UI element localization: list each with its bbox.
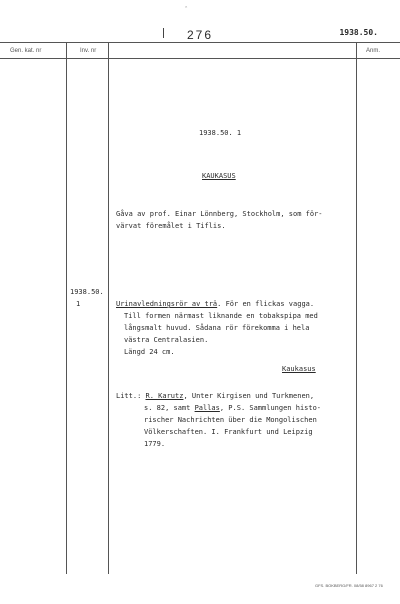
column-divider-2 xyxy=(108,42,109,574)
page-number: 276 xyxy=(186,28,214,42)
literature-author-2: Pallas xyxy=(194,404,220,412)
entry-number: 1938.50. 1 xyxy=(199,129,242,137)
column-header-inv-nr: Inv. nr xyxy=(80,48,97,54)
inv-nr-value: 1938.50. xyxy=(70,288,104,296)
gift-line-1: Gåva av prof. Einar Lönnberg, Stockholm, som för- xyxy=(116,210,323,218)
literature-line-2-prefix: s. 82, samt xyxy=(144,404,195,412)
column-header-anm: Anm. xyxy=(366,48,381,54)
table-header-rule xyxy=(0,58,400,59)
literature-author-1: R. Karutz xyxy=(145,392,184,400)
item-title-line xyxy=(116,298,314,310)
corner-reference: 1938.50. xyxy=(339,28,378,37)
literature-prefix: Litt.: xyxy=(116,392,146,400)
literature-line-2-rest: , P.S. Sammlungen histo- xyxy=(219,404,322,412)
description-line-1: Till formen närmast liknande en tobakspipa med xyxy=(124,312,318,320)
literature-line-5: 1779. xyxy=(144,440,166,448)
literature-line-2 xyxy=(144,402,321,414)
gift-line-2: värvat föremålet i Tiflis. xyxy=(116,222,226,230)
item-title: Urinavledningsrör av trä xyxy=(116,300,218,308)
region-title: KAUKASUS xyxy=(202,172,236,180)
literature-rest-1: , Unter Kirgisen und Turkmenen, xyxy=(183,392,315,400)
column-header-gen-kat-nr: Gen. kat. nr xyxy=(10,48,42,54)
item-title-rest: . För en flickas vagga. xyxy=(217,300,315,308)
table-top-rule xyxy=(0,42,400,43)
literature-line-1 xyxy=(116,390,314,402)
column-divider-1 xyxy=(66,42,67,574)
column-divider-3 xyxy=(356,42,357,574)
dust-speck: ˆ xyxy=(184,6,189,14)
literature-line-3: rischer Nachrichten über die Mongolischen xyxy=(144,416,317,424)
printer-mark: GFS. BOKBERG/FR. 08/58 8967 2 76 xyxy=(315,583,383,588)
region-label: Kaukasus xyxy=(282,365,316,373)
description-line-3: västra Centralasien. xyxy=(124,336,209,344)
description-line-4: Längd 24 cm. xyxy=(124,348,175,356)
literature-line-4: Völkerschaften. I. Frankfurt und Leipzig xyxy=(144,428,313,436)
inv-nr-sub: 1 xyxy=(76,300,81,308)
description-line-2: långsmalt huvud. Sådana rör förekomma i hela xyxy=(124,324,310,332)
